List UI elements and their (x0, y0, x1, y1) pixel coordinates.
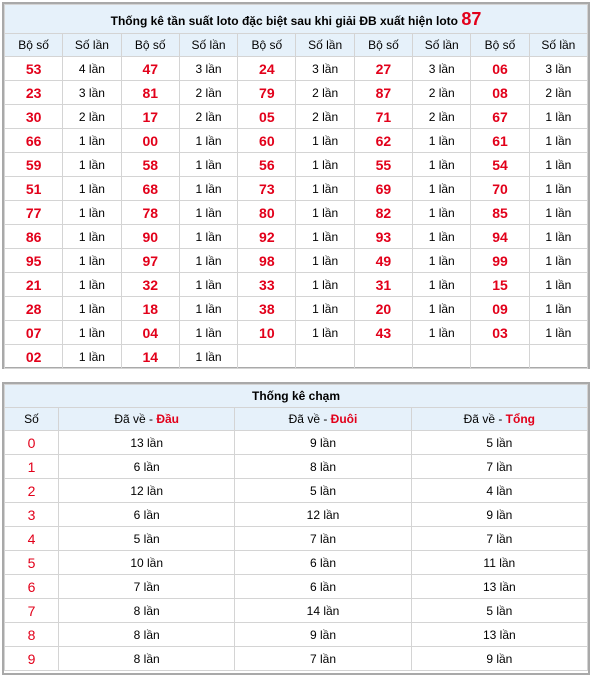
loto-number: 05 (238, 105, 296, 129)
loto-number: 61 (471, 129, 529, 153)
loto-count: 2 lần (413, 81, 471, 105)
cham-dau-count: 13 lần (59, 431, 235, 455)
cham-dau-count: 8 lần (59, 647, 235, 671)
table-row (5, 455, 588, 479)
loto-count: 1 lần (179, 345, 237, 369)
table-row (5, 647, 588, 671)
loto-count: 3 lần (179, 57, 237, 81)
col-header-so-lan: Số lần (63, 34, 121, 57)
cham-tong-count: 9 lần (411, 647, 587, 671)
loto-number: 59 (5, 153, 63, 177)
cham-tong-count: 4 lần (411, 479, 587, 503)
loto-count (296, 345, 354, 369)
table-row (5, 249, 588, 273)
cham-duoi-count: 7 lần (235, 647, 411, 671)
loto-number: 55 (354, 153, 412, 177)
loto-number: 33 (238, 273, 296, 297)
loto-count: 1 lần (179, 201, 237, 225)
col-header-tong-label: Tổng (505, 412, 535, 426)
loto-count (413, 345, 471, 369)
loto-count: 1 lần (296, 129, 354, 153)
col-header-bo-so: Bộ số (238, 34, 296, 57)
loto-number: 70 (471, 177, 529, 201)
loto-count: 1 lần (529, 249, 587, 273)
loto-number: 21 (5, 273, 63, 297)
loto-number: 81 (121, 81, 179, 105)
loto-count: 2 lần (529, 81, 587, 105)
table-row (5, 527, 588, 551)
cham-digit: 0 (5, 431, 59, 455)
loto-count: 1 lần (529, 273, 587, 297)
loto-count: 1 lần (413, 225, 471, 249)
loto-count: 1 lần (413, 177, 471, 201)
cham-dau-count: 7 lần (59, 575, 235, 599)
loto-count: 1 lần (529, 129, 587, 153)
loto-count: 1 lần (296, 321, 354, 345)
cham-duoi-count: 5 lần (235, 479, 411, 503)
loto-number: 14 (121, 345, 179, 369)
table-row (5, 321, 588, 345)
cham-tong-count: 9 lần (411, 503, 587, 527)
loto-count: 1 lần (63, 345, 121, 369)
loto-number: 92 (238, 225, 296, 249)
loto-number (471, 345, 529, 369)
loto-count: 3 lần (413, 57, 471, 81)
cham-tong-count: 5 lần (411, 431, 587, 455)
table-row (5, 599, 588, 623)
cham-dau-count: 10 lần (59, 551, 235, 575)
table-row (5, 503, 588, 527)
loto-number: 62 (354, 129, 412, 153)
loto-count: 2 lần (296, 105, 354, 129)
loto-count (529, 345, 587, 369)
loto-count: 1 lần (529, 177, 587, 201)
loto-number: 71 (354, 105, 412, 129)
loto-number: 60 (238, 129, 296, 153)
loto-number: 18 (121, 297, 179, 321)
loto-number: 02 (5, 345, 63, 369)
loto-number: 31 (354, 273, 412, 297)
cham-dau-count: 6 lần (59, 455, 235, 479)
loto-count: 1 lần (296, 153, 354, 177)
col-header-so: Số (5, 408, 59, 431)
table-row (5, 297, 588, 321)
loto-number: 03 (471, 321, 529, 345)
cham-digit: 6 (5, 575, 59, 599)
loto-number: 23 (5, 81, 63, 105)
loto-number: 86 (5, 225, 63, 249)
loto-count: 1 lần (63, 321, 121, 345)
col-header-duoi-label: Đuôi (330, 412, 358, 426)
loto-count: 1 lần (296, 297, 354, 321)
col-header-prefix: Đã về - (463, 412, 503, 426)
loto-number: 06 (471, 57, 529, 81)
loto-count: 1 lần (296, 177, 354, 201)
loto-number: 94 (471, 225, 529, 249)
loto-number: 93 (354, 225, 412, 249)
col-header-dau-label: Đầu (156, 412, 180, 426)
loto-number: 30 (5, 105, 63, 129)
cham-title: Thống kê chạm (5, 385, 588, 408)
loto-number: 00 (121, 129, 179, 153)
cham-table (4, 384, 588, 671)
table-row (5, 431, 588, 455)
loto-number: 78 (121, 201, 179, 225)
loto-number: 58 (121, 153, 179, 177)
loto-count: 1 lần (63, 225, 121, 249)
frequency-panel (2, 2, 590, 369)
loto-count: 3 lần (296, 57, 354, 81)
loto-number: 79 (238, 81, 296, 105)
loto-number: 51 (5, 177, 63, 201)
loto-number: 38 (238, 297, 296, 321)
loto-number: 32 (121, 273, 179, 297)
loto-count: 1 lần (63, 297, 121, 321)
loto-number: 66 (5, 129, 63, 153)
table-row (5, 153, 588, 177)
table-row (5, 479, 588, 503)
loto-number: 15 (471, 273, 529, 297)
loto-count: 1 lần (296, 273, 354, 297)
cham-duoi-count: 14 lần (235, 599, 411, 623)
cham-tong-count: 7 lần (411, 527, 587, 551)
table-row (5, 81, 588, 105)
cham-digit: 7 (5, 599, 59, 623)
col-header-bo-so: Bộ số (471, 34, 529, 57)
table-row (5, 105, 588, 129)
loto-count: 3 lần (63, 81, 121, 105)
cham-dau-count: 6 lần (59, 503, 235, 527)
loto-count: 1 lần (413, 321, 471, 345)
table-row (5, 57, 588, 81)
loto-count: 2 lần (179, 81, 237, 105)
col-header-bo-so: Bộ số (5, 34, 63, 57)
loto-number: 47 (121, 57, 179, 81)
loto-count: 1 lần (413, 153, 471, 177)
table-row (5, 623, 588, 647)
loto-count: 4 lần (63, 57, 121, 81)
loto-count: 2 lần (296, 81, 354, 105)
loto-number: 27 (354, 57, 412, 81)
table-row (5, 345, 588, 369)
loto-number: 24 (238, 57, 296, 81)
loto-number: 90 (121, 225, 179, 249)
frequency-title (5, 5, 588, 34)
cham-duoi-count: 9 lần (235, 431, 411, 455)
cham-duoi-count: 8 lần (235, 455, 411, 479)
loto-count: 3 lần (529, 57, 587, 81)
table-row (5, 225, 588, 249)
loto-number: 87 (354, 81, 412, 105)
loto-number (238, 345, 296, 369)
loto-count: 1 lần (296, 249, 354, 273)
loto-count: 2 lần (63, 105, 121, 129)
loto-number: 68 (121, 177, 179, 201)
loto-count: 1 lần (529, 321, 587, 345)
col-header-dau (59, 408, 235, 431)
col-header-prefix: Đã về - (114, 412, 153, 426)
loto-number: 53 (5, 57, 63, 81)
table-row (5, 177, 588, 201)
loto-number: 20 (354, 297, 412, 321)
loto-number: 95 (5, 249, 63, 273)
loto-count: 1 lần (63, 273, 121, 297)
loto-number: 49 (354, 249, 412, 273)
cham-duoi-count: 6 lần (235, 575, 411, 599)
col-header-so-lan: Số lần (179, 34, 237, 57)
loto-count: 1 lần (296, 201, 354, 225)
cham-tong-count: 5 lần (411, 599, 587, 623)
loto-number: 98 (238, 249, 296, 273)
loto-count: 1 lần (413, 249, 471, 273)
loto-number: 17 (121, 105, 179, 129)
loto-count: 1 lần (296, 225, 354, 249)
cham-tong-count: 7 lần (411, 455, 587, 479)
loto-number: 04 (121, 321, 179, 345)
loto-number (354, 345, 412, 369)
loto-number: 97 (121, 249, 179, 273)
cham-dau-count: 12 lần (59, 479, 235, 503)
col-header-tong (411, 408, 587, 431)
cham-tong-count: 11 lần (411, 551, 587, 575)
loto-number: 67 (471, 105, 529, 129)
loto-number: 69 (354, 177, 412, 201)
cham-tong-count: 13 lần (411, 623, 587, 647)
loto-count: 1 lần (63, 177, 121, 201)
loto-count: 1 lần (179, 297, 237, 321)
table-row (5, 575, 588, 599)
cham-dau-count: 5 lần (59, 527, 235, 551)
loto-number: 77 (5, 201, 63, 225)
cham-digit: 3 (5, 503, 59, 527)
col-header-so-lan: Số lần (529, 34, 587, 57)
loto-count: 1 lần (63, 249, 121, 273)
loto-count: 1 lần (413, 297, 471, 321)
loto-number: 85 (471, 201, 529, 225)
loto-count: 1 lần (179, 273, 237, 297)
cham-digit: 9 (5, 647, 59, 671)
col-header-prefix: Đã về - (288, 412, 328, 426)
frequency-title-highlight: 87 (461, 8, 482, 29)
loto-number: 09 (471, 297, 529, 321)
loto-count: 2 lần (413, 105, 471, 129)
table-row (5, 201, 588, 225)
col-header-duoi (235, 408, 411, 431)
cham-digit: 8 (5, 623, 59, 647)
loto-count: 1 lần (413, 273, 471, 297)
loto-count: 1 lần (63, 129, 121, 153)
loto-number: 54 (471, 153, 529, 177)
cham-tong-count: 13 lần (411, 575, 587, 599)
frequency-title-text: Thống kê tần suất loto đặc biệt sau khi giải ĐB xuất hiện loto (110, 13, 458, 28)
loto-count: 1 lần (413, 129, 471, 153)
frequency-table (4, 4, 588, 369)
loto-number: 43 (354, 321, 412, 345)
cham-panel (2, 382, 590, 675)
loto-number: 07 (5, 321, 63, 345)
loto-count: 1 lần (529, 153, 587, 177)
col-header-so-lan: Số lần (296, 34, 354, 57)
loto-count: 1 lần (179, 225, 237, 249)
cham-dau-count: 8 lần (59, 623, 235, 647)
table-row (5, 551, 588, 575)
loto-count: 1 lần (529, 297, 587, 321)
loto-number: 56 (238, 153, 296, 177)
loto-count: 1 lần (63, 201, 121, 225)
loto-count: 1 lần (413, 201, 471, 225)
loto-number: 08 (471, 81, 529, 105)
loto-count: 1 lần (63, 153, 121, 177)
loto-count: 1 lần (179, 153, 237, 177)
cham-duoi-count: 9 lần (235, 623, 411, 647)
loto-number: 10 (238, 321, 296, 345)
cham-duoi-count: 6 lần (235, 551, 411, 575)
cham-duoi-count: 7 lần (235, 527, 411, 551)
col-header-bo-so: Bộ số (121, 34, 179, 57)
loto-count: 2 lần (179, 105, 237, 129)
table-row (5, 273, 588, 297)
loto-count: 1 lần (179, 321, 237, 345)
loto-count: 1 lần (179, 249, 237, 273)
cham-digit: 1 (5, 455, 59, 479)
loto-number: 80 (238, 201, 296, 225)
loto-count: 1 lần (179, 177, 237, 201)
col-header-bo-so: Bộ số (354, 34, 412, 57)
col-header-so-lan: Số lần (413, 34, 471, 57)
loto-number: 73 (238, 177, 296, 201)
cham-digit: 4 (5, 527, 59, 551)
loto-count: 1 lần (179, 129, 237, 153)
loto-number: 82 (354, 201, 412, 225)
loto-number: 28 (5, 297, 63, 321)
loto-number: 99 (471, 249, 529, 273)
loto-count: 1 lần (529, 105, 587, 129)
table-row (5, 129, 588, 153)
cham-digit: 2 (5, 479, 59, 503)
cham-dau-count: 8 lần (59, 599, 235, 623)
cham-digit: 5 (5, 551, 59, 575)
cham-duoi-count: 12 lần (235, 503, 411, 527)
loto-count: 1 lần (529, 225, 587, 249)
loto-count: 1 lần (529, 201, 587, 225)
